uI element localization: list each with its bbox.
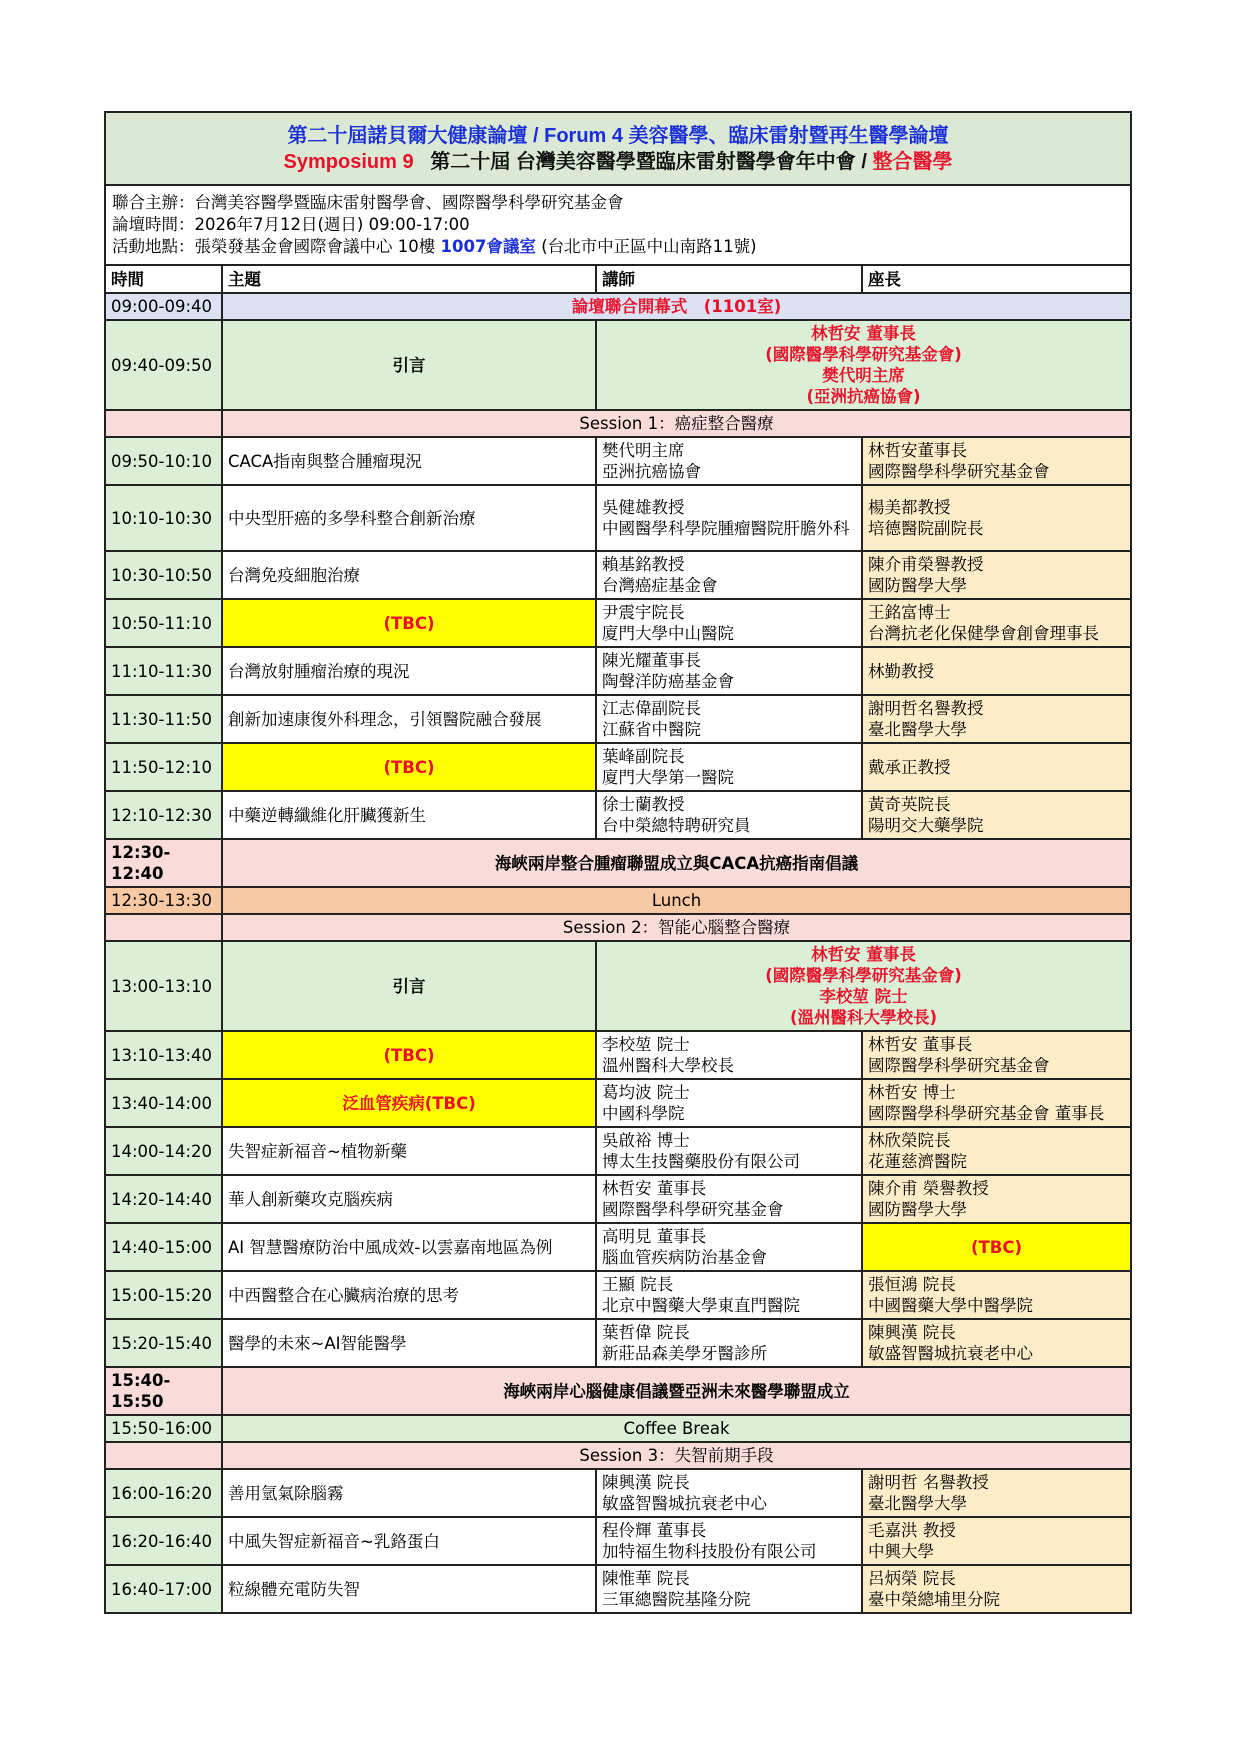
session2-label: Session 2：智能心腦整合醫療 bbox=[222, 914, 1131, 941]
schedule-row bbox=[105, 1079, 1131, 1127]
row-time: 13:40-14:00 bbox=[105, 1079, 222, 1127]
intro1-chair-line: (國際醫學科學研究基金會) bbox=[765, 345, 962, 364]
row-time: 14:40-15:00 bbox=[105, 1223, 222, 1271]
symposium-topic: 整合醫學 bbox=[872, 150, 953, 173]
row-speaker bbox=[596, 1031, 862, 1079]
row-time: 13:10-13:40 bbox=[105, 1031, 222, 1079]
speaker-line: 樊代明主席 bbox=[602, 441, 685, 460]
speaker-line: 吳健雄教授 bbox=[602, 498, 685, 517]
header-topic: 主題 bbox=[222, 265, 596, 293]
speaker-line: 葉哲偉 院長 bbox=[602, 1323, 690, 1342]
speaker-line: 程伶輝 董事長 bbox=[602, 1521, 707, 1540]
row-time: 16:40-17:00 bbox=[105, 1565, 222, 1613]
speaker-line: 林哲安 董事長 bbox=[602, 1179, 707, 1198]
row-time: 09:50-10:10 bbox=[105, 437, 222, 485]
row-topic: 台灣免疫細胞治療 bbox=[222, 551, 596, 599]
intro1-topic: 引言 bbox=[222, 320, 596, 410]
row-time: 15:20-15:40 bbox=[105, 1319, 222, 1367]
lunch-time: 12:30-13:30 bbox=[105, 887, 222, 914]
chair-line: 黃奇英院長 bbox=[868, 795, 951, 814]
venue-text bbox=[112, 236, 1124, 258]
chair-line: 呂炳榮 院長 bbox=[868, 1569, 956, 1588]
row-speaker bbox=[596, 743, 862, 791]
row-topic: AI 智慧醫療防治中風成效-以雲嘉南地區為例 bbox=[222, 1223, 596, 1271]
row-topic: 粒線體充電防失智 bbox=[222, 1565, 596, 1613]
chair-line: 陳介甫 榮譽教授 bbox=[868, 1179, 989, 1198]
speaker-line: 陶聲洋防癌基金會 bbox=[602, 672, 734, 691]
row-time: 11:10-11:30 bbox=[105, 647, 222, 695]
row-time: 16:20-16:40 bbox=[105, 1517, 222, 1565]
chair-line: 培德醫院副院長 bbox=[868, 519, 984, 538]
intro1-chair-line: 林哲安 董事長 bbox=[811, 324, 916, 343]
speaker-line: 江蘇省中醫院 bbox=[602, 720, 701, 739]
row-speaker bbox=[596, 1565, 862, 1613]
strait2-row bbox=[105, 1367, 1131, 1415]
chair-line: 國際醫學科學研究基金會 bbox=[868, 462, 1050, 481]
schedule-row bbox=[105, 1223, 1131, 1271]
row-chair bbox=[862, 485, 1131, 551]
schedule-row bbox=[105, 743, 1131, 791]
row-speaker bbox=[596, 1469, 862, 1517]
intro2-topic: 引言 bbox=[222, 941, 596, 1031]
speaker-line: 王顯 院長 bbox=[602, 1275, 674, 1294]
row-chair bbox=[862, 599, 1131, 647]
schedule-row bbox=[105, 1031, 1131, 1079]
speaker-line: 吳啟裕 博士 bbox=[602, 1131, 690, 1150]
chair-line: 林哲安 董事長 bbox=[868, 1035, 973, 1054]
row-chair bbox=[862, 1565, 1131, 1613]
row-chair bbox=[862, 1127, 1131, 1175]
chair-line: 謝明哲名譽教授 bbox=[868, 699, 984, 718]
intro1-chair-line: (亞洲抗癌協會) bbox=[806, 387, 921, 406]
speaker-line: 台灣癌症基金會 bbox=[602, 576, 718, 595]
row-speaker bbox=[596, 485, 862, 551]
title-block bbox=[105, 112, 1131, 185]
row-time: 16:00-16:20 bbox=[105, 1469, 222, 1517]
speaker-line: 敏盛智醫城抗衰老中心 bbox=[602, 1494, 767, 1513]
chair-line: 國防醫學大學 bbox=[868, 576, 967, 595]
schedule-row bbox=[105, 1271, 1131, 1319]
row-topic: (TBC) bbox=[222, 743, 596, 791]
intro2-chair-line: (國際醫學科學研究基金會) bbox=[765, 966, 962, 985]
chair-line: 陳介甫榮譽教授 bbox=[868, 555, 984, 574]
session3-body bbox=[105, 1469, 1131, 1613]
session2-body bbox=[105, 1031, 1131, 1367]
row-time: 12:10-12:30 bbox=[105, 791, 222, 839]
schedule-row bbox=[105, 647, 1131, 695]
intro2-chairs bbox=[596, 941, 1131, 1031]
row-topic: CACA指南與整合腫瘤現況 bbox=[222, 437, 596, 485]
speaker-line: 高明見 董事長 bbox=[602, 1227, 707, 1246]
speaker-line: 台中榮總特聘研究員 bbox=[602, 816, 751, 835]
session3-label: Session 3：失智前期手段 bbox=[222, 1442, 1131, 1469]
info-row bbox=[105, 185, 1131, 265]
schedule-row bbox=[105, 1319, 1131, 1367]
row-chair bbox=[862, 1271, 1131, 1319]
header-chair: 座長 bbox=[862, 265, 1131, 293]
session1-body bbox=[105, 437, 1131, 839]
strait1-text: 海峽兩岸整合腫瘤聯盟成立與CACA抗癌指南倡議 bbox=[222, 839, 1131, 887]
row-chair bbox=[862, 1223, 1131, 1271]
row-speaker bbox=[596, 1127, 862, 1175]
speaker-line: 三軍總醫院基隆分院 bbox=[602, 1590, 751, 1609]
header-row bbox=[105, 265, 1131, 293]
row-topic: 中藥逆轉纖維化肝臟獲新生 bbox=[222, 791, 596, 839]
row-chair bbox=[862, 1175, 1131, 1223]
row-chair bbox=[862, 1319, 1131, 1367]
intro2-chair-line: (溫州醫科大學校長) bbox=[789, 1008, 938, 1027]
speaker-line: 北京中醫藥大學東直門醫院 bbox=[602, 1296, 800, 1315]
session3-row bbox=[105, 1442, 1131, 1469]
venue-prefix: 活動地點：張榮發基金會國際會議中心 10樓 bbox=[112, 237, 436, 256]
program-document bbox=[104, 111, 1130, 1614]
speaker-line: 陳光耀董事長 bbox=[602, 651, 701, 670]
intro2-chair-line: 李校堃 院士 bbox=[819, 987, 908, 1006]
row-speaker bbox=[596, 1271, 862, 1319]
intro1-time: 09:40-09:50 bbox=[105, 320, 222, 410]
speaker-line: 中國醫學科學院腫瘤醫院肝膽外科 bbox=[602, 519, 850, 538]
row-chair bbox=[862, 1469, 1131, 1517]
forum-title: 第二十屆諾貝爾大健康論壇 / Forum 4 美容醫學、臨床雷射暨再生醫學論壇 bbox=[287, 124, 949, 147]
row-topic: 善用氫氣除腦霧 bbox=[222, 1469, 596, 1517]
coffee-row bbox=[105, 1415, 1131, 1442]
program-table bbox=[104, 111, 1132, 1614]
schedule-row bbox=[105, 1175, 1131, 1223]
row-topic: 中央型肝癌的多學科整合創新治療 bbox=[222, 485, 596, 551]
row-time: 15:00-15:20 bbox=[105, 1271, 222, 1319]
chair-line: 臺北醫學大學 bbox=[868, 1494, 967, 1513]
row-chair bbox=[862, 1517, 1131, 1565]
chair-line: (TBC) bbox=[970, 1237, 1023, 1257]
row-speaker bbox=[596, 1223, 862, 1271]
venue-room: 1007會議室 bbox=[440, 237, 536, 256]
chair-line: 林哲安董事長 bbox=[868, 441, 967, 460]
chair-line: 臺中榮總埔里分院 bbox=[868, 1590, 1000, 1609]
speaker-line: 徐士蘭教授 bbox=[602, 795, 685, 814]
schedule-row bbox=[105, 485, 1131, 551]
chair-line: 張恒鴻 院長 bbox=[868, 1275, 956, 1294]
schedule-row bbox=[105, 695, 1131, 743]
speaker-line: 新莊品森美學牙醫診所 bbox=[602, 1344, 767, 1363]
row-time: 14:20-14:40 bbox=[105, 1175, 222, 1223]
schedule-row bbox=[105, 437, 1131, 485]
title-row bbox=[105, 112, 1131, 185]
speaker-line: 亞洲抗癌協會 bbox=[602, 462, 701, 481]
row-time: 11:50-12:10 bbox=[105, 743, 222, 791]
session2-time-cell bbox=[105, 914, 222, 941]
chair-line: 林欣榮院長 bbox=[868, 1131, 951, 1150]
intro1-chair-line: 樊代明主席 bbox=[822, 366, 905, 385]
header-time: 時間 bbox=[105, 265, 222, 293]
chair-line: 陳興漢 院長 bbox=[868, 1323, 956, 1342]
speaker-line: 廈門大學中山醫院 bbox=[602, 624, 734, 643]
strait2-time: 15:40-15:50 bbox=[105, 1367, 222, 1415]
strait1-time: 12:30-12:40 bbox=[105, 839, 222, 887]
row-chair bbox=[862, 743, 1131, 791]
schedule-row bbox=[105, 1517, 1131, 1565]
chair-line: 王銘富博士 bbox=[868, 603, 951, 622]
chair-line: 楊美都教授 bbox=[868, 498, 951, 517]
intro2-chair-line: 林哲安 董事長 bbox=[811, 945, 916, 964]
schedule-row bbox=[105, 1469, 1131, 1517]
row-chair bbox=[862, 695, 1131, 743]
row-topic: (TBC) bbox=[222, 1031, 596, 1079]
speaker-line: 陳興漢 院長 bbox=[602, 1473, 690, 1492]
speaker-line: 賴基銘教授 bbox=[602, 555, 685, 574]
speaker-line: 李校堃 院士 bbox=[602, 1035, 690, 1054]
chair-line: 林勤教授 bbox=[868, 661, 934, 681]
row-speaker bbox=[596, 647, 862, 695]
row-chair bbox=[862, 791, 1131, 839]
speaker-line: 博太生技醫藥股份有限公司 bbox=[602, 1152, 800, 1171]
row-topic: 中風失智症新福音~乳鉻蛋白 bbox=[222, 1517, 596, 1565]
chair-line: 國際醫學科學研究基金會 董事長 bbox=[868, 1104, 1105, 1123]
chair-line: 謝明哲 名譽教授 bbox=[868, 1473, 989, 1492]
schedule-row bbox=[105, 1565, 1131, 1613]
row-speaker bbox=[596, 437, 862, 485]
intro2-row bbox=[105, 941, 1131, 1031]
opening-time: 09:00-09:40 bbox=[105, 293, 222, 320]
schedule-row bbox=[105, 599, 1131, 647]
row-topic: 失智症新福音~植物新藥 bbox=[222, 1127, 596, 1175]
row-speaker bbox=[596, 791, 862, 839]
row-chair bbox=[862, 551, 1131, 599]
row-chair bbox=[862, 437, 1131, 485]
row-chair bbox=[862, 1079, 1131, 1127]
row-topic: 醫學的未來~AI智能醫學 bbox=[222, 1319, 596, 1367]
session3-time-cell bbox=[105, 1442, 222, 1469]
row-time: 14:00-14:20 bbox=[105, 1127, 222, 1175]
speaker-line: 葛均波 院士 bbox=[602, 1083, 690, 1102]
row-speaker bbox=[596, 599, 862, 647]
organizer-text: 聯合主辦：台灣美容醫學暨臨床雷射醫學會、國際醫學科學研究基金會 bbox=[112, 193, 624, 212]
row-chair bbox=[862, 647, 1131, 695]
lunch-row bbox=[105, 887, 1131, 914]
schedule-row bbox=[105, 551, 1131, 599]
session1-row bbox=[105, 410, 1131, 437]
speaker-line: 廈門大學第一醫院 bbox=[602, 768, 734, 787]
chair-line: 中興大學 bbox=[868, 1542, 934, 1561]
row-speaker bbox=[596, 551, 862, 599]
speaker-line: 中國科學院 bbox=[602, 1104, 685, 1123]
chair-line: 臺北醫學大學 bbox=[868, 720, 967, 739]
schedule-row bbox=[105, 791, 1131, 839]
chair-line: 中國醫藥大學中醫學院 bbox=[868, 1296, 1033, 1315]
intro1-chairs bbox=[596, 320, 1131, 410]
chair-line: 國防醫學大學 bbox=[868, 1200, 967, 1219]
row-time: 10:30-10:50 bbox=[105, 551, 222, 599]
coffee-time: 15:50-16:00 bbox=[105, 1415, 222, 1442]
symposium-label: Symposium 9 bbox=[283, 150, 414, 173]
row-topic: (TBC) bbox=[222, 599, 596, 647]
schedule-row bbox=[105, 1127, 1131, 1175]
row-topic: 中西醫整合在心臟病治療的思考 bbox=[222, 1271, 596, 1319]
coffee-text: Coffee Break bbox=[222, 1415, 1131, 1442]
row-time: 10:50-11:10 bbox=[105, 599, 222, 647]
header-speaker: 講師 bbox=[596, 265, 862, 293]
chair-line: 敏盛智醫城抗衰老中心 bbox=[868, 1344, 1033, 1363]
chair-line: 陽明交大藥學院 bbox=[868, 816, 984, 835]
speaker-line: 江志偉副院長 bbox=[602, 699, 701, 718]
session2-row bbox=[105, 914, 1131, 941]
row-time: 10:10-10:30 bbox=[105, 485, 222, 551]
chair-line: 花蓮慈濟醫院 bbox=[868, 1152, 967, 1171]
row-time: 11:30-11:50 bbox=[105, 695, 222, 743]
info-block bbox=[105, 185, 1131, 265]
chair-line: 林哲安 博士 bbox=[868, 1083, 956, 1102]
speaker-line: 加特福生物科技股份有限公司 bbox=[602, 1542, 817, 1561]
symposium-title bbox=[110, 149, 1126, 175]
intro1-row bbox=[105, 320, 1131, 410]
strait2-text: 海峽兩岸心腦健康倡議暨亞洲未來醫學聯盟成立 bbox=[222, 1367, 1131, 1415]
row-speaker bbox=[596, 695, 862, 743]
symposium-name: 第二十屆 台灣美容醫學暨臨床雷射醫學會年中會 / bbox=[430, 150, 867, 173]
venue-address: (台北市中正區中山南路11號) bbox=[541, 237, 757, 256]
row-topic: 創新加速康復外科理念，引領醫院融合發展 bbox=[222, 695, 596, 743]
row-speaker bbox=[596, 1517, 862, 1565]
speaker-line: 國際醫學科學研究基金會 bbox=[602, 1200, 784, 1219]
chair-line: 毛嘉洪 教授 bbox=[868, 1521, 956, 1540]
row-topic: 台灣放射腫瘤治療的現況 bbox=[222, 647, 596, 695]
row-chair bbox=[862, 1031, 1131, 1079]
speaker-line: 溫州醫科大學校長 bbox=[602, 1056, 734, 1075]
chair-line: 台灣抗老化保健學會創會理事長 bbox=[868, 624, 1099, 643]
row-topic: 華人創新藥攻克腦疾病 bbox=[222, 1175, 596, 1223]
opening-text: 論壇聯合開幕式 (1101室) bbox=[222, 293, 1131, 320]
speaker-line: 腦血管疾病防治基金會 bbox=[602, 1248, 767, 1267]
chair-line: 戴承正教授 bbox=[868, 757, 951, 777]
forum-time-text: 論壇時間：2026年7月12日(週日) 09:00-17:00 bbox=[112, 215, 470, 234]
opening-row bbox=[105, 293, 1131, 320]
session1-label: Session 1：癌症整合醫療 bbox=[222, 410, 1131, 437]
speaker-line: 陳惟華 院長 bbox=[602, 1569, 690, 1588]
session1-time-cell bbox=[105, 410, 222, 437]
strait1-row bbox=[105, 839, 1131, 887]
row-speaker bbox=[596, 1079, 862, 1127]
row-topic: 泛血管疾病(TBC) bbox=[222, 1079, 596, 1127]
row-speaker bbox=[596, 1175, 862, 1223]
row-speaker bbox=[596, 1319, 862, 1367]
speaker-line: 尹震宇院長 bbox=[602, 603, 685, 622]
speaker-line: 葉峰副院長 bbox=[602, 747, 685, 766]
lunch-text: Lunch bbox=[222, 887, 1131, 914]
intro2-time: 13:00-13:10 bbox=[105, 941, 222, 1031]
chair-line: 國際醫學科學研究基金會 bbox=[868, 1056, 1050, 1075]
